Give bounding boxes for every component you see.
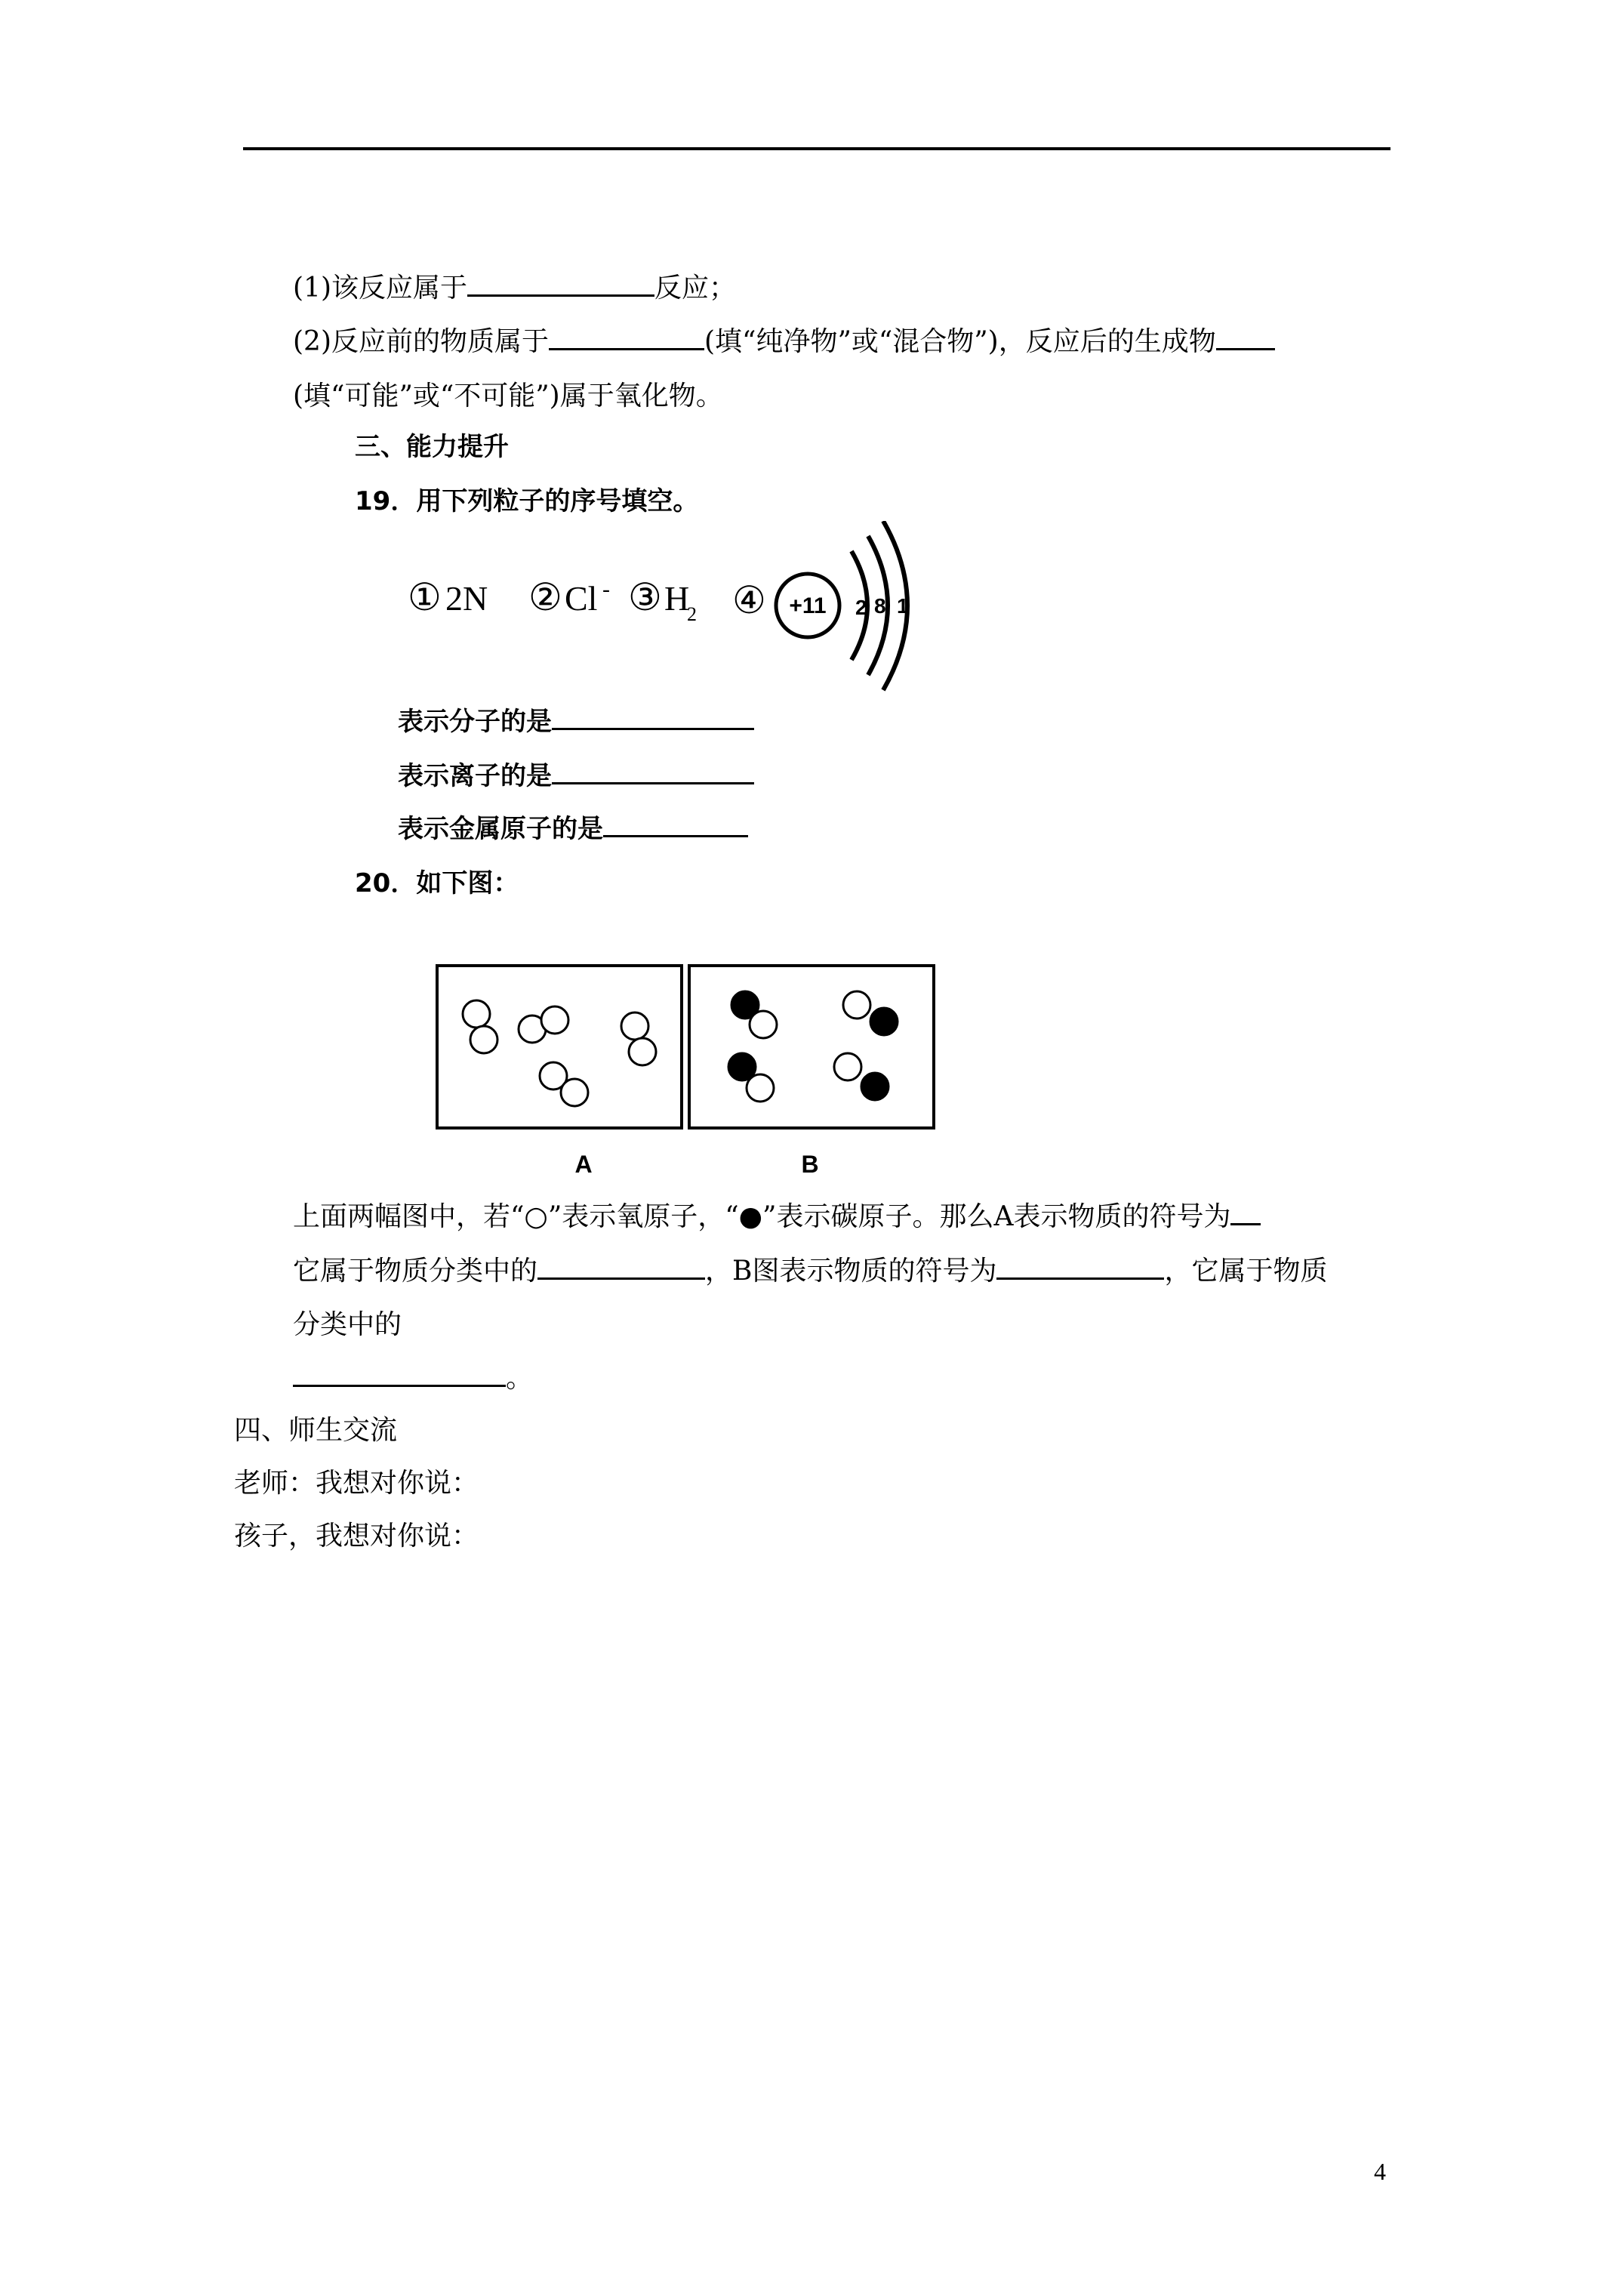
q20-text4 <box>293 1359 533 1398</box>
q20-text2-c: ，它属于物质 <box>1164 1256 1328 1287</box>
q19-blank-metal-atom-line[interactable] <box>603 809 748 837</box>
q19-blank-molecule-label: 表示分子的是 <box>398 707 552 737</box>
q20-blank-a-class[interactable] <box>537 1252 705 1280</box>
header-rule <box>243 147 1390 150</box>
q18-part1-blank[interactable] <box>467 269 654 297</box>
particle-3-symbol: H <box>664 579 690 618</box>
carbon-monoxide-molecule <box>731 991 777 1038</box>
q20-text3 <box>293 1306 402 1344</box>
carbon-monoxide-molecule <box>728 1053 774 1102</box>
q19-blank-ion <box>398 757 754 795</box>
shell-count-1: 2 <box>855 596 867 619</box>
q18-part1 <box>293 269 736 307</box>
q19-blank-metal-atom-label: 表示金属原子的是 <box>398 814 603 844</box>
q20-molecule-figure <box>434 963 940 1182</box>
q18-part1-suffix: 反应； <box>654 273 737 304</box>
particle-3-subscript: 2 <box>687 603 697 625</box>
q20-blank-b-symbol[interactable] <box>996 1252 1164 1280</box>
particle-2-number: ② <box>528 576 562 618</box>
q19-blank-ion-label: 表示离子的是 <box>398 761 552 791</box>
q19-blank-ion-line[interactable] <box>552 757 754 784</box>
q20-text2 <box>293 1252 1328 1290</box>
q20-text1 <box>293 1197 1261 1236</box>
q18-part2-blank2[interactable] <box>1216 322 1275 350</box>
sodium-nucleus-charge: +11 <box>789 593 827 618</box>
q18-part2 <box>293 322 1275 361</box>
box-b <box>689 966 934 1128</box>
particle-2-charge: - <box>602 577 610 602</box>
oxygen-molecule <box>540 1062 588 1106</box>
page-number: 4 <box>1374 2158 1386 2185</box>
particle-1-number: ① <box>408 576 442 618</box>
q19-blank-molecule-line[interactable] <box>552 702 754 730</box>
section3-title: 三、能力提升 <box>355 432 509 462</box>
oxygen-molecule <box>463 1000 497 1053</box>
carbon-monoxide-molecule <box>834 1053 888 1100</box>
particle-2-symbol: Cl <box>565 579 598 618</box>
q18-part2b-text: (填“可能”或“不可能”)属于氧化物。 <box>293 381 723 411</box>
q20-text1-content: 上面两幅图中，若“○”表示氧原子，“●”表示碳原子。那么A表示物质的符号为 <box>293 1201 1231 1232</box>
q20-blank-a-symbol[interactable] <box>1230 1197 1261 1225</box>
q20-text2-b: ，B图表示物质的符号为 <box>705 1256 997 1287</box>
q18-part2b <box>293 378 723 415</box>
section4-title: 四、师生交流 <box>234 1415 398 1446</box>
q18-part2-prefix: (2)反应前的物质属于 <box>293 326 549 357</box>
label-a: A <box>574 1151 593 1178</box>
label-b: B <box>801 1151 819 1178</box>
q19-title: 19．用下列粒子的序号填空。 <box>355 486 699 516</box>
q19-blank-metal-atom <box>398 809 748 848</box>
q20-blank-b-class[interactable] <box>293 1359 506 1387</box>
q20-text3-content: 分类中的 <box>293 1309 402 1340</box>
teacher-line: 老师：我想对你说： <box>234 1468 479 1499</box>
child-line: 孩子，我想对你说： <box>234 1521 479 1552</box>
q20-title: 20．如下图： <box>355 868 519 898</box>
q18-part1-prefix: (1)该反应属于 <box>293 273 467 304</box>
q20-text4-end: 。 <box>506 1363 534 1394</box>
oxygen-molecule <box>519 1006 568 1043</box>
q19-blank-molecule <box>398 702 754 741</box>
q19-particle-figure <box>400 521 929 702</box>
shell-count-3: 1 <box>897 594 909 618</box>
particle-1-symbol: 2N <box>445 579 488 618</box>
particle-3-number: ③ <box>628 576 662 618</box>
q20-text2-a: 它属于物质分类中的 <box>293 1256 538 1287</box>
q18-part2-blank1[interactable] <box>549 322 704 350</box>
particle-4-number: ④ <box>732 579 766 621</box>
oxygen-molecule <box>621 1012 656 1065</box>
q18-part2-middle: (填“纯净物”或“混合物”)，反应后的生成物 <box>704 326 1216 357</box>
shell-count-2: 8 <box>874 594 886 618</box>
carbon-monoxide-molecule <box>843 991 898 1035</box>
